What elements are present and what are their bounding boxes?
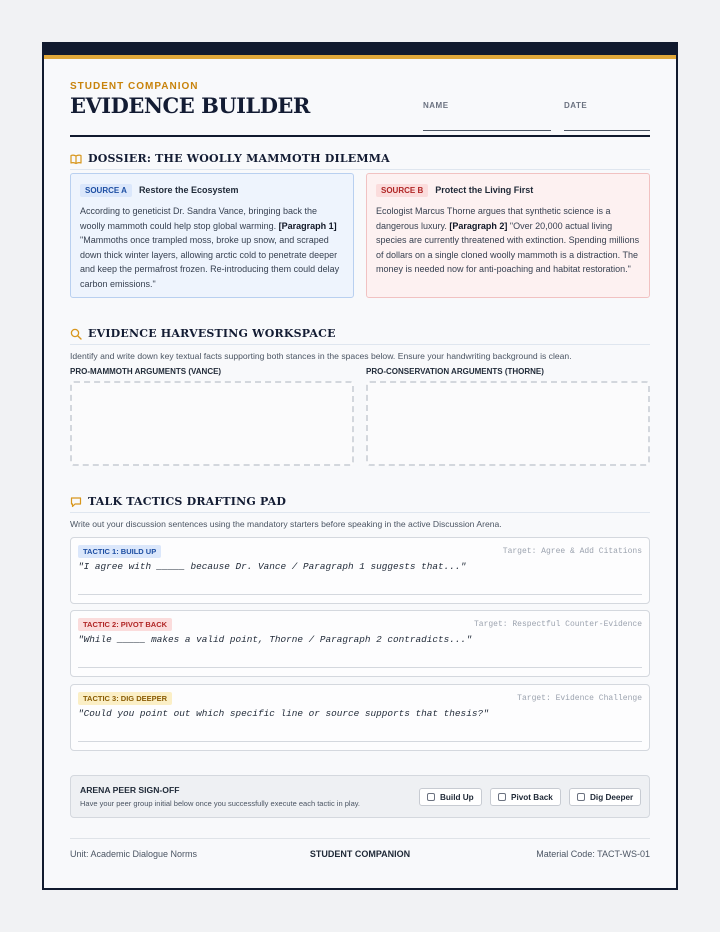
tactic-starter: "While _____ makes a valid point, Thorne / Paragraph 2 contradicts..." bbox=[78, 634, 472, 645]
header-kicker: STUDENT COMPANION bbox=[70, 81, 199, 92]
source-b-card bbox=[366, 173, 650, 298]
tactics-title: TALK TACTICS DRAFTING PAD bbox=[88, 495, 287, 508]
book-icon bbox=[70, 153, 82, 165]
tactic-starter: "Could you point out which specific line or source supports that thesis?" bbox=[78, 708, 489, 719]
chat-bubble-icon bbox=[70, 496, 82, 508]
signoff-title: ARENA PEER SIGN-OFF bbox=[80, 785, 180, 795]
tactic-target: Target: Evidence Challenge bbox=[517, 694, 642, 703]
tactic-badge: TACTIC 2: PIVOT BACK bbox=[78, 618, 172, 631]
footer-unit: Unit: Academic Dialogue Norms bbox=[70, 849, 198, 859]
workspace-description: Identify and write down key textual facts supporting both stances in the spaces below. Ensure your handwriting background is clean. bbox=[70, 351, 572, 361]
name-label: NAME bbox=[423, 101, 449, 110]
checkbox-icon bbox=[577, 793, 585, 801]
workspace-title: EVIDENCE HARVESTING WORKSPACE bbox=[88, 327, 336, 340]
source-b-ref: [Paragraph 2] bbox=[449, 220, 508, 231]
date-field[interactable] bbox=[564, 101, 650, 131]
tactics-description: Write out your discussion sentences using the mandatory starters before speaking in the active Discussion Arena. bbox=[70, 519, 502, 529]
footer-divider bbox=[70, 838, 650, 839]
source-a-text: According to geneticist Dr. Sandra Vance, bringing back the woolly mammoth could help stop global warming. [Paragraph 1] "Mammoths once trampled moss, broke up snow, and scraped down thick winter layers, allowing arctic cold to penetrate deeper and keep the permafrost frozen. Re-introducing them could delay carbon emissions." bbox=[80, 206, 340, 289]
tactics-heading bbox=[70, 495, 650, 513]
workspace-heading bbox=[70, 327, 650, 345]
dig-deeper-checkbox[interactable]: Dig Deeper bbox=[569, 788, 641, 806]
source-b-badge: SOURCE B bbox=[376, 184, 428, 197]
checkbox-icon bbox=[427, 793, 435, 801]
tactic-card bbox=[70, 610, 650, 677]
source-b-text: Ecologist Marcus Thorne argues that synthetic science is a dangerous luxury. [Paragraph 2] "Over 20,000 actual living species are currently threatened with extinction. Spending millions of dollars on a single cloned woolly mammoth is a distraction. The money is needed now for anti-poaching and habitat restoration." bbox=[376, 206, 640, 274]
tactic-starter: "I agree with _____ because Dr. Vance / Paragraph 1 suggests that..." bbox=[78, 561, 467, 572]
tactic-card bbox=[70, 537, 650, 604]
header-divider bbox=[70, 135, 650, 137]
worksheet-page bbox=[42, 42, 678, 890]
tactic-writing-line[interactable] bbox=[78, 667, 642, 668]
pro-conservation-writing-box[interactable] bbox=[366, 381, 650, 466]
date-label: DATE bbox=[564, 101, 588, 110]
page-title: EVIDENCE BUILDER bbox=[70, 93, 310, 118]
tactic-writing-line[interactable] bbox=[78, 594, 642, 595]
tactic-target: Target: Agree & Add Citations bbox=[502, 547, 642, 556]
source-a-ref: [Paragraph 1] bbox=[278, 220, 337, 231]
source-b-name: Protect the Living First bbox=[435, 185, 534, 195]
name-field[interactable] bbox=[423, 101, 551, 131]
footer-center: STUDENT COMPANION bbox=[309, 849, 411, 859]
tactic-badge: TACTIC 1: BUILD UP bbox=[78, 545, 161, 558]
dossier-title: DOSSIER: THE WOOLLY MAMMOTH DILEMMA bbox=[88, 152, 390, 165]
source-a-card bbox=[70, 173, 354, 298]
tactic-card bbox=[70, 684, 650, 751]
peer-signoff-panel bbox=[70, 775, 650, 818]
pivot-back-checkbox[interactable]: Pivot Back bbox=[490, 788, 561, 806]
pro-mammoth-label: PRO-MAMMOTH ARGUMENTS (VANCE) bbox=[70, 367, 222, 376]
pro-conservation-label: PRO-CONSERVATION ARGUMENTS (THORNE) bbox=[366, 367, 544, 376]
tactic-writing-line[interactable] bbox=[78, 741, 642, 742]
source-a-name: Restore the Ecosystem bbox=[138, 185, 239, 195]
tactic-badge: TACTIC 3: DIG DEEPER bbox=[78, 692, 172, 705]
tactic-target: Target: Respectful Counter-Evidence bbox=[473, 620, 642, 629]
source-a-badge: SOURCE A bbox=[80, 184, 132, 197]
footer-material-code: Material Code: TACT-WS-01 bbox=[536, 849, 650, 859]
search-icon bbox=[70, 328, 82, 340]
dossier-heading bbox=[70, 152, 650, 170]
build-up-checkbox[interactable]: Build Up bbox=[419, 788, 482, 806]
pro-mammoth-writing-box[interactable] bbox=[70, 381, 354, 466]
signoff-description: Have your peer group initial below once you successfully execute each tactic in play. bbox=[80, 799, 361, 808]
checkbox-icon bbox=[498, 793, 506, 801]
